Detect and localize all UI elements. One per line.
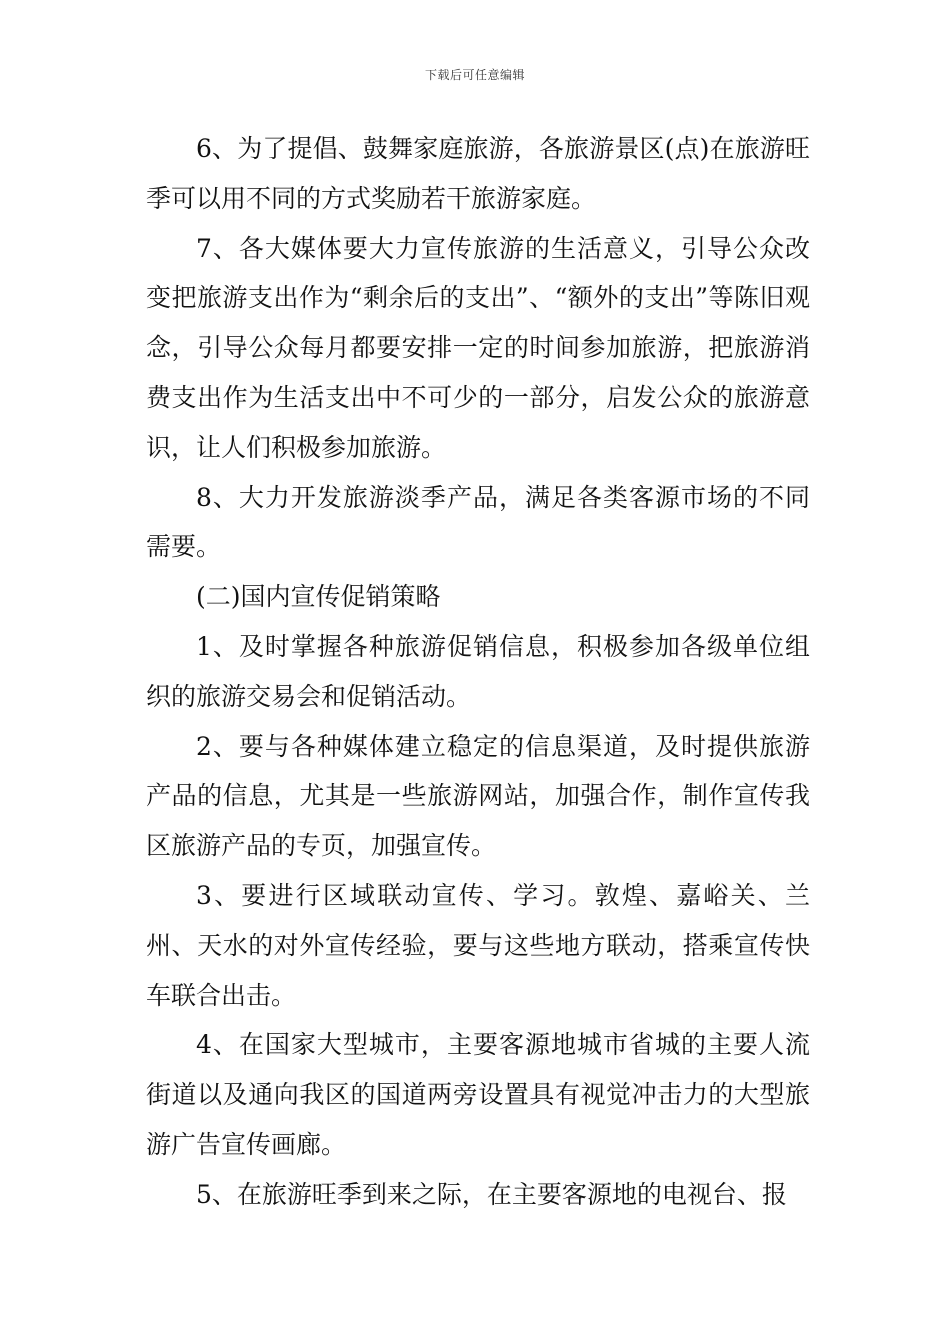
- paragraph-3: 3、要进行区域联动宣传、学习。敦煌、嘉峪关、兰州、天水的对外宣传经验，要与这些地方联动，搭乘宣传快车联合出击。: [146, 880, 810, 1010]
- section-heading-domestic-promotion: (二)国内宣传促销策略: [196, 582, 441, 612]
- page-header: 下载后可任意编辑: [424, 68, 525, 82]
- document-body: [146, 124, 810, 1220]
- paragraph-6: 6、为了提倡、鼓舞家庭旅游，各旅游景区(点)在旅游旺季可以用不同的方式奖励若干旅游家庭。: [146, 134, 810, 213]
- paragraph-7: 7、各大媒体要大力宣传旅游的生活意义，引导公众改变把旅游支出作为“剩余后的支出”、“额外的支出”等陈旧观念，引导公众每月都要安排一定的时间参加旅游，把旅游消费支出作为生活支出中不可少的一部分，启发公众的旅游意识，让人们积极参加旅游。: [146, 233, 810, 462]
- paragraph-5: 5、在旅游旺季到来之际，在主要客源地的电视台、报: [196, 1179, 787, 1209]
- paragraph-8: 8、大力开发旅游淡季产品，满足各类客源市场的不同需要。: [146, 482, 810, 562]
- paragraph-4: 4、在国家大型城市，主要客源地城市省城的主要人流街道以及通向我区的国道两旁设置具有视觉冲击力的大型旅游广告宣传画廊。: [146, 1030, 810, 1159]
- paragraph-2: 2、要与各种媒体建立稳定的信息渠道，及时提供旅游产品的信息，尤其是一些旅游网站，加强合作，制作宣传我区旅游产品的专页，加强宣传。: [146, 731, 810, 861]
- paragraph-1: 1、及时掌握各种旅游促销信息，积极参加各级单位组织的旅游交易会和促销活动。: [146, 631, 810, 711]
